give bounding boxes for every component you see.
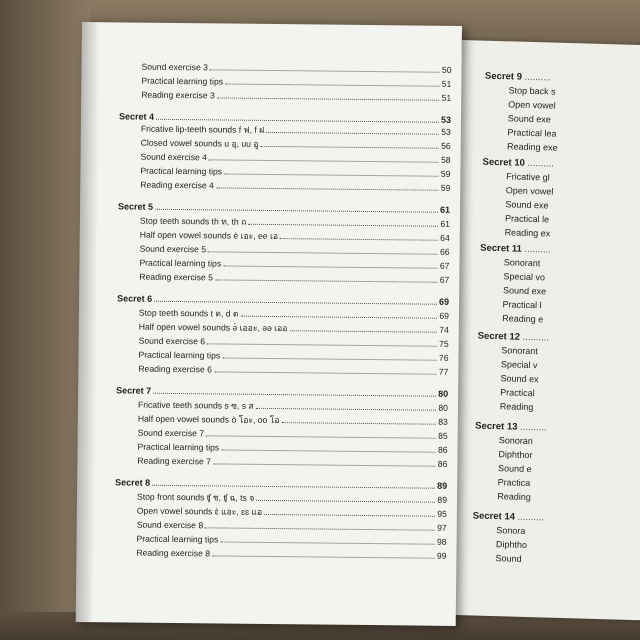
toc-entry-label: Sound exe xyxy=(505,199,549,211)
toc-section-heading xyxy=(117,292,449,307)
dot-leader xyxy=(289,329,437,333)
toc-entry xyxy=(139,335,449,350)
toc-entry-label: Practical learning tips xyxy=(136,533,219,545)
dot-leader xyxy=(208,250,438,254)
dot-leader xyxy=(215,278,438,282)
toc-entry-label: Practical learning tips xyxy=(139,257,222,269)
toc-entry xyxy=(141,123,451,138)
toc-page-number: 69 xyxy=(439,296,450,307)
toc-page-number: 58 xyxy=(440,154,451,165)
toc-page-number: 76 xyxy=(438,352,449,363)
toc-entry xyxy=(500,373,538,384)
dot-leader xyxy=(210,68,440,72)
toc-page-number: 56 xyxy=(441,140,451,151)
toc-section-heading xyxy=(475,421,547,434)
dot-leader xyxy=(207,342,437,346)
dot-leader xyxy=(209,158,439,162)
toc-entry xyxy=(497,491,531,502)
toc-section-heading xyxy=(118,200,450,215)
toc-page-number: 67 xyxy=(439,274,450,285)
toc-section-heading xyxy=(482,157,554,170)
toc-entry-label: Reading exercise 8 xyxy=(136,547,211,559)
dot-leader: .......... xyxy=(517,421,547,434)
toc-entry-label: Half open vowel sounds ə̀ เออะ, əə เออ xyxy=(138,321,288,334)
toc-entry xyxy=(136,547,446,562)
dot-leader xyxy=(225,83,440,87)
toc-entry-label: Reading e xyxy=(502,313,544,325)
toc-entry-label: Special vo xyxy=(503,271,546,283)
toc-entry-label: Open vowel sounds ɛ̀ แอะ, ɛɛ แอ xyxy=(136,505,263,517)
toc-entry-label: Sound exercise 3 xyxy=(141,61,208,73)
dot-leader: .......... xyxy=(521,243,552,256)
toc-entry xyxy=(504,257,541,268)
toc-entry-label: Sound exercise 5 xyxy=(139,243,207,255)
toc-entry-label: Fricative gl xyxy=(506,171,550,183)
toc-page-number: 64 xyxy=(440,232,450,243)
toc-entry xyxy=(137,505,447,520)
toc-entry-label: Secret 4 xyxy=(118,111,155,122)
toc-page-number: 89 xyxy=(437,480,448,491)
toc-page-number: 99 xyxy=(436,550,447,561)
toc-page-number: 50 xyxy=(441,64,452,75)
toc-entry-label: Sound exercise 6 xyxy=(138,335,206,347)
toc-page-number: 53 xyxy=(440,114,452,125)
toc-entry-label: Secret 14 xyxy=(472,510,516,523)
toc-entry xyxy=(499,435,533,446)
toc-entry-label: Practical learning tips xyxy=(138,349,221,361)
toc-entry xyxy=(140,229,450,244)
dot-leader: .......... xyxy=(524,157,555,170)
toc-entry-label: Diphthor xyxy=(498,449,533,461)
toc-entry xyxy=(505,227,551,238)
dot-leader xyxy=(152,484,435,489)
toc-entry xyxy=(139,271,449,286)
toc-entry xyxy=(141,61,451,76)
toc-page-number: 80 xyxy=(438,402,449,413)
toc-entry xyxy=(501,359,538,370)
toc-entry-label: Secret 8 xyxy=(115,477,151,488)
dot-leader xyxy=(212,554,435,558)
dot-leader xyxy=(213,462,436,466)
toc-entry-label: Reading exercise 6 xyxy=(138,363,212,375)
toc-entry-label: Sound exercise 8 xyxy=(136,519,204,531)
toc-entry xyxy=(139,307,449,322)
dot-leader xyxy=(256,499,435,503)
toc-page-number: 86 xyxy=(437,458,448,469)
toc-entry xyxy=(500,401,534,412)
dot-leader xyxy=(223,264,438,268)
toc-page-number: 77 xyxy=(438,366,449,377)
toc-entry-label: Reading xyxy=(499,401,534,413)
dot-leader xyxy=(206,434,436,438)
dot-leader xyxy=(220,540,435,544)
toc-entry-label: Sonora xyxy=(496,525,526,536)
toc-entry-label: Sound exe xyxy=(507,113,552,125)
toc-entry-label: Reading exe xyxy=(506,141,558,153)
toc-entry xyxy=(137,519,447,534)
toc-section-heading xyxy=(478,331,550,344)
dot-leader xyxy=(266,131,439,135)
toc-section-heading xyxy=(485,71,551,84)
toc-entry-label: Practical le xyxy=(504,213,550,225)
toc-entry-label: Closed vowel sounds u อุ, uu อู xyxy=(140,137,259,149)
toc-entry-label: Diphtho xyxy=(495,539,528,551)
toc-entry xyxy=(503,271,545,282)
dot-leader xyxy=(221,448,436,452)
toc-page-number: 83 xyxy=(438,416,448,427)
toc-entry xyxy=(503,285,546,296)
toc-entry xyxy=(139,321,449,336)
table-of-contents-page xyxy=(76,22,462,626)
toc-entry xyxy=(140,179,450,194)
toc-page-number: 80 xyxy=(438,388,449,399)
dot-leader xyxy=(156,118,439,123)
toc-entry xyxy=(141,89,451,104)
toc-entry xyxy=(500,387,535,398)
toc-entry xyxy=(138,413,448,428)
toc-entry-label: Secret 7 xyxy=(116,385,152,396)
dot-leader: .......... xyxy=(519,331,550,344)
toc-page-number: 98 xyxy=(436,536,447,547)
toc-entry xyxy=(139,257,449,272)
toc-entry-label: Open vowel xyxy=(508,99,556,111)
toc-page-number: 86 xyxy=(437,444,448,455)
toc-entry-label: Fricative lip-teeth sounds f ฟ, f ฝ xyxy=(140,123,265,135)
dot-leader xyxy=(153,392,436,397)
toc-page-number: 89 xyxy=(437,494,448,505)
toc-entry-label: Reading exercise 5 xyxy=(139,271,213,283)
toc-entry xyxy=(508,99,556,110)
toc-page-number: 85 xyxy=(438,430,448,441)
toc-page-number: 51 xyxy=(441,78,452,89)
toc-entry-label: Reading exercise 4 xyxy=(140,179,214,191)
dot-leader xyxy=(205,526,435,530)
dot-leader: .......... xyxy=(521,71,552,84)
dot-leader xyxy=(217,96,440,100)
toc-entry-label: Half open vowel sounds è เอะ, ee เอ xyxy=(139,229,279,242)
dot-leader xyxy=(282,421,437,425)
dot-leader xyxy=(155,208,438,213)
toc-entry xyxy=(141,137,451,152)
toc-entry xyxy=(496,539,527,550)
right-book-page xyxy=(446,40,640,620)
toc-entry xyxy=(506,171,550,182)
toc-entry-label: Practical learning tips xyxy=(140,165,223,177)
toc-entry-label: Secret 9 xyxy=(484,70,523,83)
toc-entry-label: Fricative teeth sounds s ซ, s ส xyxy=(137,399,254,411)
toc-page-number: 61 xyxy=(439,204,451,215)
toc-entry-label: Sonorant xyxy=(503,257,541,269)
dot-leader xyxy=(222,356,437,360)
dot-leader xyxy=(261,145,440,149)
toc-entry xyxy=(141,75,451,90)
dot-leader xyxy=(256,407,437,411)
toc-page-number: 59 xyxy=(440,182,451,193)
toc-entry-label: Reading exercise 3 xyxy=(141,89,215,101)
toc-entry-label: Sound exercise 7 xyxy=(137,427,205,439)
toc-entry-label: Secret 11 xyxy=(480,242,523,255)
toc-entry-label: Secret 12 xyxy=(477,330,521,343)
toc-entry xyxy=(137,441,447,456)
toc-entry-label: Secret 5 xyxy=(118,201,154,212)
toc-entry xyxy=(137,491,447,506)
dot-leader xyxy=(240,315,437,319)
toc-entry-label: Reading ex xyxy=(504,227,551,239)
toc-entry-label: Sonorant xyxy=(501,345,539,357)
toc-page-number: 75 xyxy=(439,338,449,349)
toc-entry-label: Stop teeth sounds t ต, d ด xyxy=(138,307,239,319)
toc-entry xyxy=(505,213,549,224)
dot-leader xyxy=(224,172,439,176)
toc-page-number: 97 xyxy=(437,522,447,533)
toc-entry xyxy=(498,449,532,460)
toc-entry-label: Practical l xyxy=(502,299,542,311)
toc-entry xyxy=(138,399,448,414)
toc-entry-label: Practical learning tips xyxy=(137,441,220,453)
toc-entry xyxy=(508,85,555,96)
toc-entry xyxy=(502,299,541,310)
toc-entry-label: Practical lea xyxy=(507,127,557,139)
toc-page-number: 59 xyxy=(440,168,451,179)
toc-page-number: 53 xyxy=(441,126,451,137)
toc-entry-label: Secret 6 xyxy=(117,293,153,304)
toc-entry-label: Secret 10 xyxy=(482,156,526,169)
toc-entry-label: Sonoran xyxy=(498,435,533,447)
toc-entry-label: Practical xyxy=(500,387,535,399)
toc-entry-label: Sound e xyxy=(497,463,532,475)
toc-entry-label: Half open vowel sounds ò โอะ, oo โอ xyxy=(137,413,280,426)
toc-entry xyxy=(495,553,521,564)
toc-entry-label: Stop teeth sounds th ท, th ถ xyxy=(139,215,247,227)
toc-entry-label: Stop front sounds ʧ ช, ʧ ฉ, ts จ xyxy=(136,491,255,503)
dot-leader xyxy=(264,513,435,517)
toc-entry-label: Sound ex xyxy=(500,373,539,385)
toc-section-heading xyxy=(473,510,545,523)
toc-entry xyxy=(138,427,448,442)
toc-entry xyxy=(140,215,450,230)
dot-leader xyxy=(216,186,439,190)
toc-entry-label: Reading exercise 7 xyxy=(137,455,212,467)
toc-section-heading xyxy=(480,243,551,256)
toc-section-heading xyxy=(115,476,447,491)
toc-page-number: 69 xyxy=(439,310,449,321)
toc-entry xyxy=(138,349,448,364)
toc-entry xyxy=(137,455,447,470)
toc-entry-label: Sound exe xyxy=(502,285,547,297)
dot-leader xyxy=(214,370,437,374)
toc-entry xyxy=(508,113,551,124)
toc-entry-label: Reading xyxy=(497,491,531,503)
dot-leader xyxy=(154,300,437,305)
toc-entry xyxy=(506,185,554,196)
toc-entry xyxy=(498,477,531,488)
toc-entry-label: Sound xyxy=(495,553,522,564)
toc-entry xyxy=(501,345,538,356)
toc-section-heading xyxy=(116,384,448,399)
toc-entry-label: Practica xyxy=(497,477,531,489)
toc-entry xyxy=(505,199,548,210)
toc-entry-label: Open vowel xyxy=(505,185,554,197)
toc-entry xyxy=(498,463,532,474)
toc-entry xyxy=(140,243,450,258)
toc-page-number: 61 xyxy=(440,218,450,229)
toc-page-number: 66 xyxy=(439,246,450,257)
toc-entry-label: Practical learning tips xyxy=(141,75,224,87)
toc-page-number: 51 xyxy=(441,92,452,103)
toc-entry xyxy=(507,141,558,152)
toc-entry xyxy=(507,127,556,138)
toc-entry xyxy=(496,525,525,536)
toc-page-number: 74 xyxy=(439,324,449,335)
toc-entry xyxy=(138,363,448,378)
dot-leader: .......... xyxy=(514,511,545,524)
dot-leader xyxy=(280,237,438,241)
toc-entry-label: Special v xyxy=(500,359,538,371)
toc-entry xyxy=(137,533,447,548)
toc-page-number: 67 xyxy=(439,260,450,271)
toc-entry-label: Stop back s xyxy=(508,85,556,97)
toc-entry xyxy=(140,165,450,180)
toc-entry xyxy=(502,313,543,324)
toc-page-number: 95 xyxy=(437,508,447,519)
toc-entry xyxy=(141,151,451,166)
toc-entry-label: Secret 13 xyxy=(475,420,518,433)
toc-entry-label: Sound exercise 4 xyxy=(140,151,208,163)
dot-leader xyxy=(248,223,438,227)
